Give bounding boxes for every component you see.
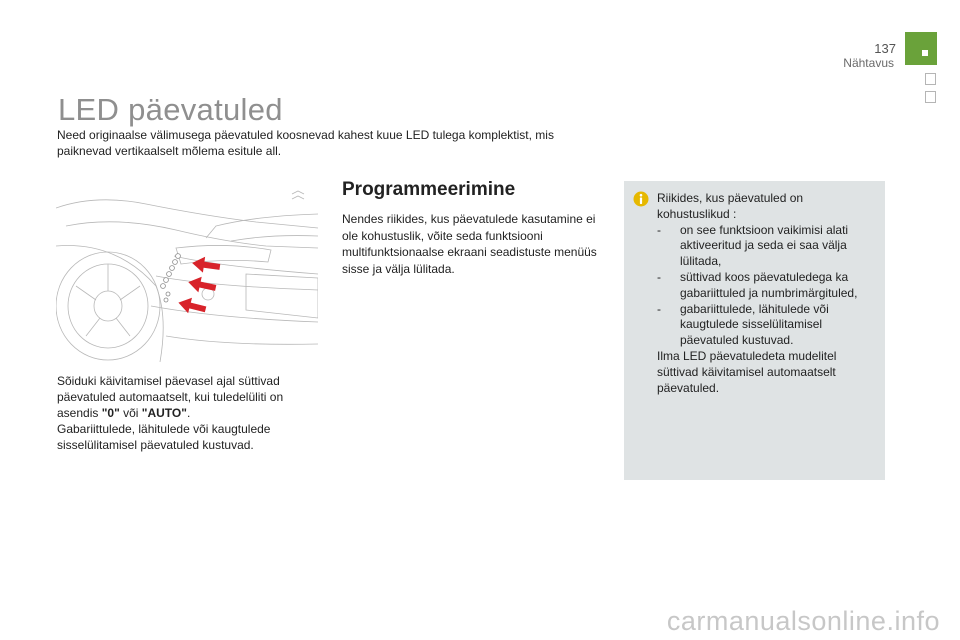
intro-paragraph: Need originaalse välimusega päevatuled koosnevad kahest kuue LED tulega komplektist, mis paiknevad vertikaalselt mõlema esitule all. [57, 128, 554, 158]
info-text [657, 191, 879, 396]
list-dash: - [657, 301, 661, 316]
watermark: carmanualsonline.info [666, 606, 940, 636]
chapter-tab [905, 32, 937, 65]
page-title: LED päevatuled [58, 92, 283, 127]
caption-line-2: Gabariittulede, lähitulede või kaugtulede sisselülitamisel päevatuled kustuvad. [57, 422, 271, 452]
info-list-item [657, 270, 879, 302]
headlight-illustration [56, 186, 318, 362]
info-item-text: gabariittulede, lähitulede või kaugtulede sisselülitamisel päevatuled kustuvad. [680, 301, 829, 348]
caption-position-0: "0" [101, 406, 120, 420]
list-dash: - [657, 269, 661, 284]
info-list-item [657, 223, 879, 270]
chapter-tab-marker [922, 50, 928, 56]
section-name: Nähtavus [843, 56, 894, 70]
programming-paragraph: Nendes riikides, kus päevatulede kasutamine ei ole kohustuslik, võite seda funktsiooni multifunktsionaalse ekraani seadistuste menüüs sisse ja välja lülitada. [342, 212, 597, 276]
list-dash: - [657, 222, 661, 237]
programming-heading: Programmeerimine [342, 179, 516, 200]
info-intro: Riikides, kus päevatuled on kohustuslikud : [657, 191, 804, 221]
caption-end: . [186, 406, 191, 420]
info-icon [633, 191, 649, 207]
caption-text: Sõiduki käivitamisel päevasel ajal süttivad päevatuled automaatselt, kui tuledelüliti on asendis [57, 374, 284, 420]
illustration-caption [57, 373, 307, 453]
info-outro: Ilma LED päevatuledeta mudelitel süttivad käivitamisel automaatselt päevatuled. [657, 348, 837, 395]
chapter-index-box [925, 91, 936, 103]
caption-or: või [119, 406, 142, 420]
chapter-index-box [925, 73, 936, 85]
info-list-item [657, 302, 879, 349]
info-item-text: on see funktsioon vaikimisi alati aktiveeritud ja seda ei saa välja lülitada, [680, 222, 849, 269]
info-item-text: süttivad koos päevatuledega ka gabariittuled ja numbrimärgituled, [680, 269, 858, 300]
caption-position-auto: "AUTO" [141, 406, 187, 420]
page-number: 137 [874, 41, 896, 56]
